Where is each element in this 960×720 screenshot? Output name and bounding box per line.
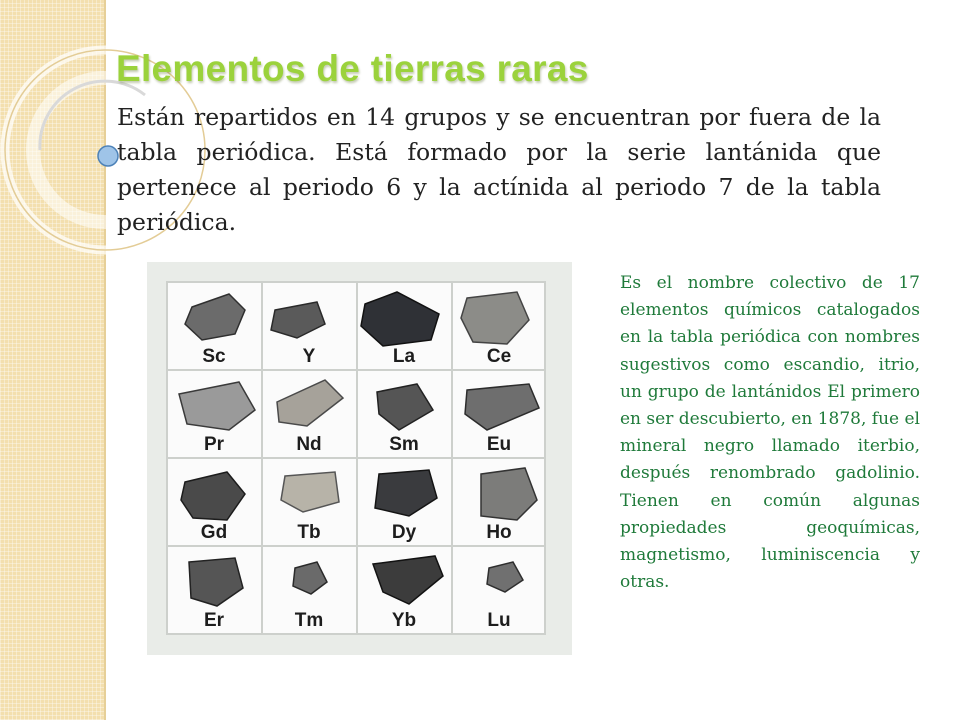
intro-paragraph: Están repartidos en 14 grupos y se encuentran por fuera de la tabla periódica. Está formado por la serie lantánida que pertenece al periodo 6 y la actínida al periodo 7 de la tabla periódica. [117, 103, 881, 236]
photo-sample-grid [147, 262, 572, 655]
element-label-sm: Sm [389, 434, 419, 455]
element-label-tb: Tb [297, 522, 321, 543]
slide-title: Elementos de tierras raras [116, 48, 589, 89]
rare-earth-elements-photo [147, 262, 572, 655]
element-label-er: Er [203, 610, 225, 631]
element-label-la: La [392, 346, 416, 367]
bullet-dot-icon [98, 146, 118, 166]
element-label-sc: Sc [202, 346, 226, 367]
element-label-gd: Gd [200, 522, 228, 543]
element-label-eu: Eu [486, 434, 512, 455]
element-label-tm: Tm [294, 610, 324, 631]
element-label-yb: Yb [391, 610, 417, 631]
element-label-nd: Nd [296, 434, 322, 455]
element-label-ce: Ce [486, 346, 512, 367]
element-label-dy: Dy [391, 522, 417, 543]
description-paragraph: Es el nombre colectivo de 17 elementos químicos catalogados en la tabla periódica con nombres sugestivos como escandio, itrio, un grupo de lantánidos El primero en ser descubierto, en 1878, fue el mineral negro llamado iterbio, después renombrado gadolinio. Tienen en común algunas propiedades geoquímicas, magnetismo, luminiscencia y otras. [620, 273, 920, 593]
element-label-y: Y [302, 346, 316, 367]
element-label-ho: Ho [486, 522, 512, 543]
element-label-lu: Lu [487, 610, 511, 631]
element-label-pr: Pr [203, 434, 225, 455]
